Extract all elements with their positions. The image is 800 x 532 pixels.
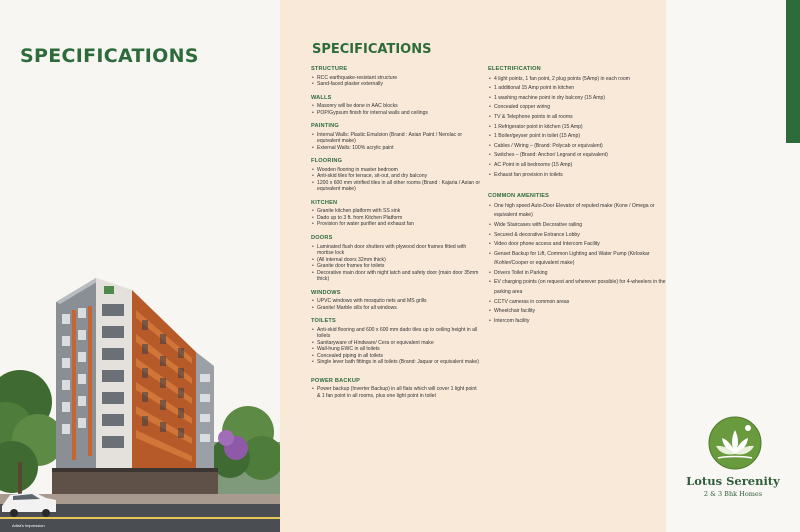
spec-item: • 4 light points, 1 fan point, 2 plug points (5Amp) in each room: [488, 75, 666, 85]
left-title: SPECIFICATIONS: [20, 45, 199, 67]
spec-section-structure: [311, 66, 481, 88]
section-heading: ELECTRIFICATION: [488, 66, 541, 72]
section-heading: WALLS: [311, 94, 332, 101]
spec-section-doors: [311, 235, 481, 283]
spec-item: • (All internal doors 32mm thick): [311, 257, 481, 264]
spec-item: • Wheelchair facility: [488, 307, 666, 317]
section-heading: COMMON AMENITIES: [488, 193, 550, 200]
spec-item: • Secured & decorative Entrance Lobby: [488, 231, 666, 241]
artist-impression-note: Artist's Impression: [12, 523, 45, 528]
spec-item: • AC Point in all bedrooms (15 Amp): [488, 161, 666, 171]
spec-item: • EV charging points (on request and wherever possible) for 4-wheelers in the parking area: [488, 278, 666, 297]
spec-item: • CCTV cameras in common areas: [488, 298, 666, 308]
spec-item: • Provision for water purifier and exhaust fan: [311, 221, 481, 228]
right-panel: [666, 0, 800, 532]
spec-item: • POP/Gypsum finish for internal walls and ceilings: [311, 110, 481, 117]
spec-item: • Internal Walls: Plastic Emulsion (Brand : Asian Paint / Nerolac or equivalent make): [311, 132, 481, 145]
section-heading: TOILETS: [311, 318, 336, 325]
spec-item: • Decorative main door with night latch and safety door (main door 35mm thick): [311, 270, 481, 283]
spec-item: • 1 Refrigerator point in kitchen (15 Amp): [488, 123, 666, 133]
spec-item: • External Walls: 100% acrylic paint: [311, 145, 481, 152]
spec-item: • Masonry will be done in AAC blocks: [311, 103, 481, 110]
spec-item: • Single lever bath fittings in all toilets (Brand: Jaquar or equivalent make): [311, 359, 481, 366]
spec-item: • Laminated flush door shutters with plywood door frames fitted with mortise lock: [311, 244, 481, 257]
spec-item: • Wide Staircases with Decorative railing: [488, 221, 666, 231]
spec-item: • Exhaust fan provision in toilets: [488, 171, 666, 181]
spec-section-flooring: [311, 158, 481, 193]
spec-item: • Sand-faced plaster externally: [311, 81, 481, 88]
corner-accent-bar: [786, 0, 800, 143]
section-heading: KITCHEN: [311, 199, 338, 206]
section-heading: FLOORING: [311, 158, 343, 165]
spec-item: • Drivers Toilet in Parking: [488, 269, 666, 279]
spec-item: • Sanitaryware of Hindware/ Cera or equivalent make: [311, 340, 481, 347]
section-heading: POWER BACKUP: [311, 377, 361, 384]
spec-section-painting: [311, 123, 481, 151]
spec-item: • 1200 x 600 mm vitrified tiles in all other rooms (Brand : Kajaria / Asian or equivalent make): [311, 180, 481, 193]
spec-item: • Granite door frames for toilets: [311, 263, 481, 270]
section-heading: STRUCTURE: [311, 66, 348, 72]
spec-section-common-amenities: [488, 193, 666, 326]
spec-item: • Granite kitchen platform with SS sink: [311, 208, 481, 215]
spec-item: • Video door phone access and Intercom Facility: [488, 240, 666, 250]
spec-section-electrification: [488, 66, 666, 180]
spec-item: • 1 additional 15 Amp point in kitchen: [488, 84, 666, 94]
brand-tagline: 2 & 3 Bhk Homes: [703, 490, 763, 498]
spec-section-kitchen: [311, 200, 481, 228]
spec-item: • Granite/ Marble sills for all windows: [311, 305, 481, 312]
spec-item: • Wooden flooring in master bedroom: [311, 167, 481, 174]
lotus-logo-icon: [708, 416, 762, 470]
specs-column-right: [488, 66, 666, 339]
spec-section-walls: [311, 95, 481, 117]
spec-item: • Dado up to 3 ft. from Kitchen Platform: [311, 215, 481, 222]
section-heading: DOORS: [311, 234, 333, 241]
spec-item: • Genset Backup for Lift, Common Lighting and Water Pump (Kirloskar /Kohler/Cooper or equivalent make): [488, 250, 666, 269]
spec-item: • TV & Telephone points in all rooms: [488, 113, 666, 123]
spec-section-windows: [311, 290, 481, 312]
spec-item: • Anti-skid flooring and 600 x 600 mm dado tiles up to ceiling height in all toilets: [311, 327, 481, 340]
brand-name: Lotus Serenity: [686, 474, 780, 488]
spec-item: • Power backup (Inverter Backup) in all flats which will cover 1 light point & 1 fan point in all rooms, plus one light point in toilet: [311, 386, 481, 399]
specifications-panel: [280, 0, 666, 532]
spec-item: • Switches – (Brand: Anchor/ Legrand or equivalent): [488, 151, 666, 161]
spec-item: • Wall-hung EWC in all toilets: [311, 346, 481, 353]
spec-item: • 1 Boiler/geyser point in toilet (15 Amp): [488, 132, 666, 142]
spec-item: • 1 washing machine point in dry balcony (15 Amp): [488, 94, 666, 104]
left-panel: [0, 0, 280, 532]
spec-item: • RCC earthquake-resistant structure: [311, 75, 481, 82]
spec-item: • One high speed Auto-Door Elevator of reputed make (Kone / Omega or equivalent make): [488, 202, 666, 221]
spec-item: • Concealed piping in all toilets: [311, 353, 481, 360]
spec-section-toilets: [311, 318, 481, 366]
specs-column-left: [311, 66, 481, 406]
spec-item: • UPVC windows with mosquito nets and MS grills: [311, 298, 481, 305]
specifications-title: SPECIFICATIONS: [312, 42, 432, 57]
section-heading: WINDOWS: [311, 289, 341, 296]
spec-item: • Concealed copper wiring: [488, 103, 666, 113]
spec-item: • Anti-skid tiles for terrace, sit-out, and dry balcony: [311, 173, 481, 180]
section-heading: PAINTING: [311, 123, 339, 130]
building-illustration: [0, 262, 280, 532]
spec-item: • Cables / Wiring – (Brand: Polycab or equivalent): [488, 142, 666, 152]
spec-item: • Intercom facility: [488, 317, 666, 327]
spec-section-power-backup: [311, 378, 481, 400]
